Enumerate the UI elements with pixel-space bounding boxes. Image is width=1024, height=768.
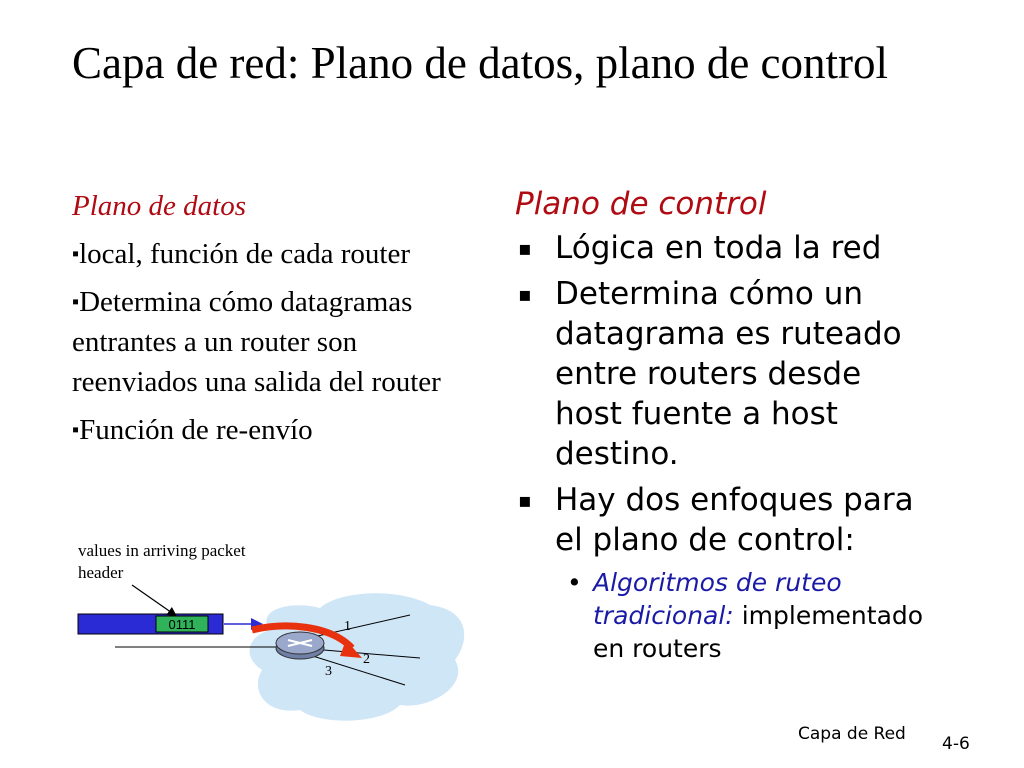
control-plane-heading: Plano de control — [515, 186, 767, 222]
square-bullet-icon: ▪ — [72, 419, 80, 441]
page-number: 4-6 — [942, 734, 970, 754]
diagram-caption: values in arriving packet header — [78, 541, 246, 582]
data-plane-heading: Plano de datos — [72, 190, 246, 222]
control-plane-item — [515, 228, 935, 268]
subitem-text: implementado en routers — [593, 601, 924, 663]
slide-title: Capa de red: Plano de datos, plano de control — [72, 38, 889, 88]
control-plane-item-text: Determina cómo un datagrama es ruteado entre routers desde host fuente a host destino. — [555, 276, 902, 472]
square-bullet-icon: ▪ — [72, 291, 80, 313]
square-bullet-icon: ▪ — [518, 282, 532, 306]
port-label-2: 2 — [363, 652, 370, 667]
square-bullet-icon: ▪ — [518, 488, 532, 512]
data-plane-item-text: Función de re-envío — [79, 414, 313, 446]
port-label-1: 1 — [344, 619, 351, 634]
footer-section: Capa de Red — [798, 724, 906, 744]
data-plane-item — [72, 410, 442, 450]
control-plane-item-text: Lógica en toda la red — [555, 230, 882, 266]
data-plane-item — [72, 234, 442, 274]
data-plane-item-text: Determina cómo datagramas entrantes a un router son reenviados una salida del router — [72, 286, 441, 398]
control-plane-item — [515, 274, 935, 474]
control-plane-column — [515, 182, 935, 665]
square-bullet-icon: ▪ — [72, 243, 80, 265]
data-plane-item — [72, 282, 442, 402]
control-plane-item-text: Hay dos enfoques para el plano de control: — [555, 482, 914, 558]
control-plane-item — [515, 480, 935, 560]
header-value: 0111 — [168, 617, 196, 632]
round-bullet-icon: • — [567, 568, 582, 597]
forwarding-diagram — [0, 530, 500, 730]
data-plane-item-text: local, función de cada router — [79, 238, 411, 270]
subitem-emphasis: Algoritmos de ruteo tradicional: — [593, 568, 842, 630]
square-bullet-icon: ▪ — [518, 236, 532, 260]
control-plane-subitem — [515, 566, 935, 665]
port-label-3: 3 — [325, 664, 332, 679]
data-plane-column — [72, 186, 442, 458]
